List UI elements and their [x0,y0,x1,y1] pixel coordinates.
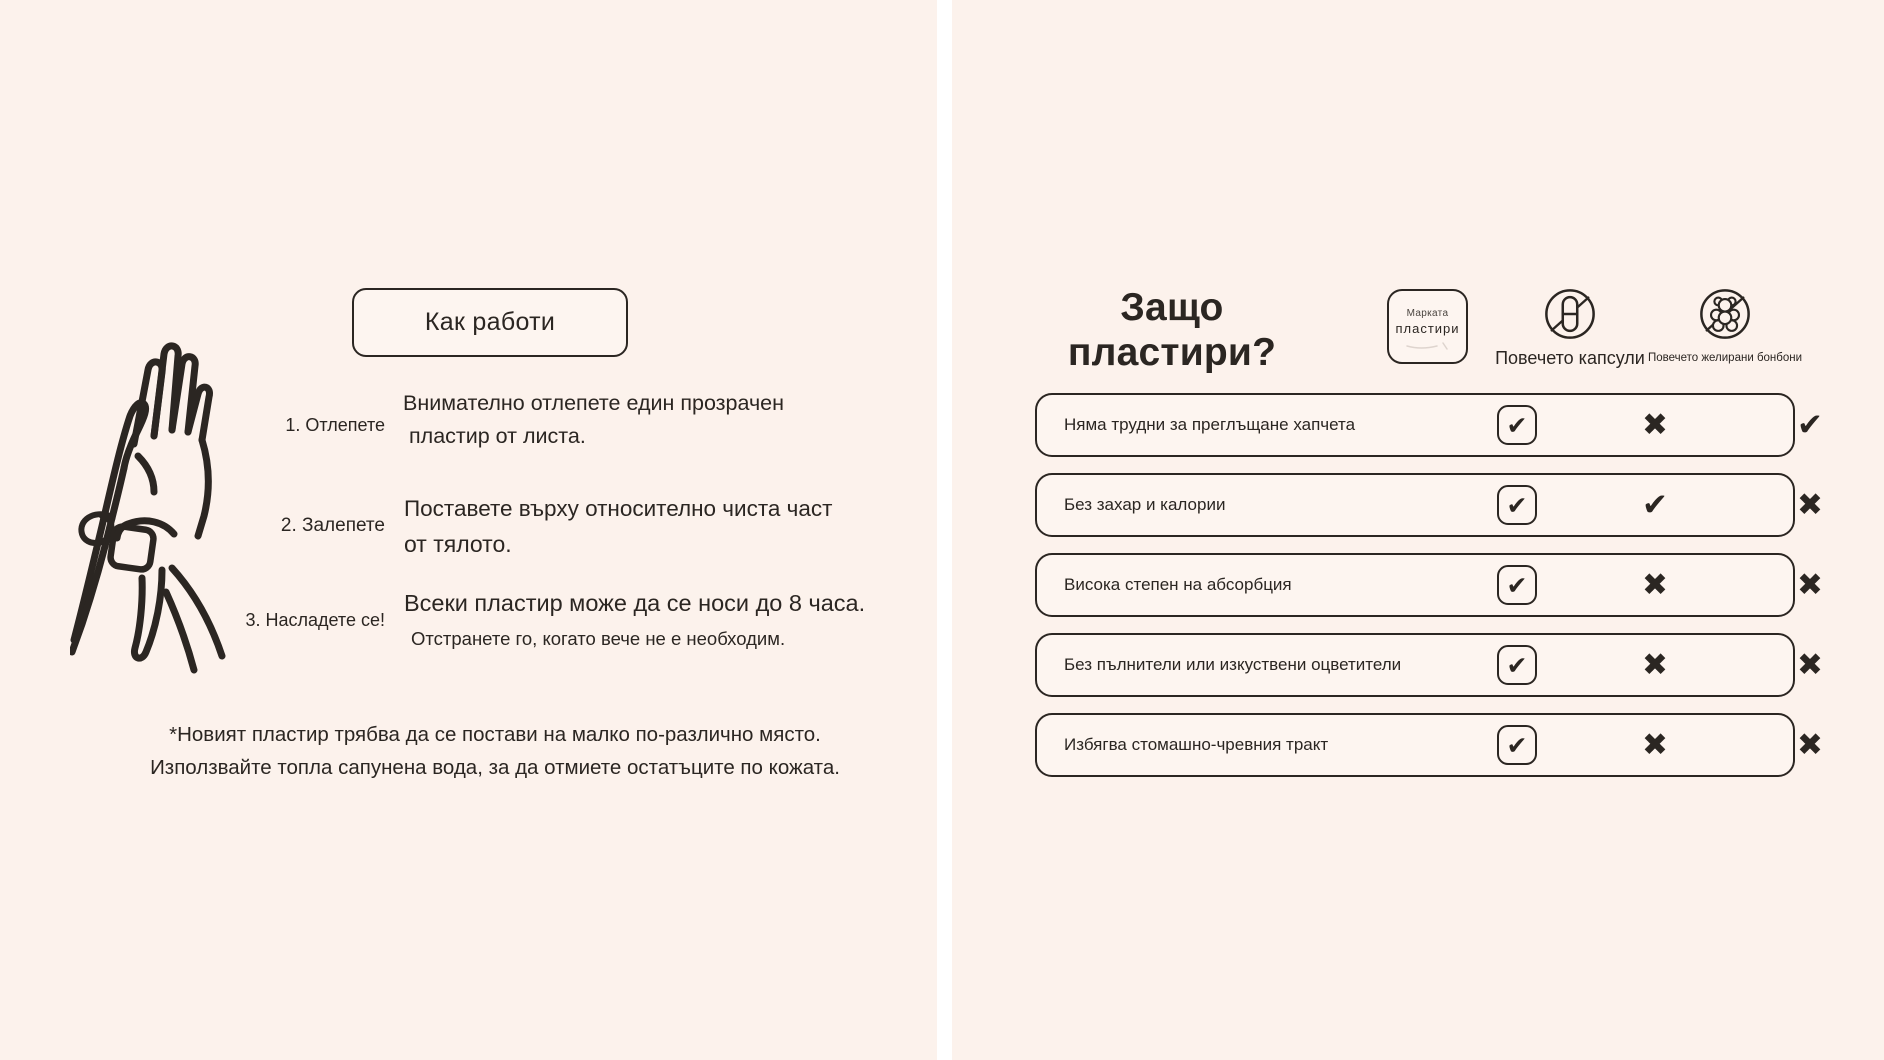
footnote-line2: Използвайте топла сапунена вода, за да отмиете остатъците по кожата. [150,756,840,779]
row-3-label: Висока степен на абсорбция [1064,575,1292,594]
step-1-label: 1. Отлепете [285,415,385,435]
row-1-label: Няма трудни за преглъщане хапчета [1064,415,1356,434]
row-2-gummies-cell [1778,475,1842,535]
check-mark-icon: ✔ [1797,406,1823,443]
step-1-text-line2: пластир от листа. [409,424,586,448]
step-3-label: 3. Насладете се! [245,610,385,630]
row-2-brand-cell [1485,475,1549,535]
gummies-column-label: Повечето желирани бонбони [1647,352,1803,364]
cross-mark-icon: ✖ [1797,566,1823,603]
row-1-brand-cell [1485,395,1549,455]
row-3-capsules-cell [1623,555,1687,615]
cross-mark-icon: ✖ [1642,646,1668,683]
no-gummy-bears-icon [1698,287,1752,341]
checkbox [1497,485,1537,525]
how-it-works-title: Как работи [424,308,556,336]
checkbox [1497,725,1537,765]
cross-mark-icon: ✖ [1642,726,1668,763]
checkbox [1497,645,1537,685]
row-2-capsules-cell [1623,475,1687,535]
step-3-text-line1: Всеки пластир може да се носи до 8 часа. [404,590,866,616]
step-2-label: 2. Залепете [280,515,385,536]
why-patches-title-line2: пластири? [1067,331,1277,374]
comparison-row-2 [1035,473,1823,537]
why-patches-panel [952,0,1884,1060]
row-5-gummies-cell [1778,715,1842,775]
cross-mark-icon: ✖ [1797,646,1823,683]
brand-box-line2: пластири [1395,321,1460,336]
check-mark-icon: ✔ [1506,570,1528,600]
check-mark-icon: ✔ [1506,650,1528,680]
cross-mark-icon: ✖ [1797,486,1823,523]
cross-mark-icon: ✖ [1642,406,1668,443]
how-it-works-title-box [352,288,628,357]
row-5-label: Избягва стомашно-чревния тракт [1064,735,1329,754]
row-1-gummies-cell [1778,395,1842,455]
why-patches-title [1007,285,1337,375]
check-mark-icon: ✔ [1506,490,1528,520]
cross-mark-icon: ✖ [1642,566,1668,603]
comparison-row-1 [1035,393,1823,457]
footnote-line1: *Новият пластир трябва да се постави на малко по-различно място. [169,723,821,746]
row-5-brand-cell [1485,715,1549,775]
row-4-label: Без пълнители или изкуствени оцветители [1064,655,1402,674]
row-1-capsules-cell [1623,395,1687,455]
no-capsules-icon [1543,287,1597,341]
row-2-label: Без захар и калории [1064,495,1226,514]
check-mark-icon: ✔ [1642,486,1668,523]
row-4-brand-cell [1485,635,1549,695]
footnote [100,718,890,784]
check-mark-icon: ✔ [1506,730,1528,760]
row-3-brand-cell [1485,555,1549,615]
how-it-works-panel [0,0,937,1060]
comparison-row-3 [1035,553,1823,617]
step-1-text-line1: Внимателно отлепете един прозрачен [403,391,785,415]
brand-box-line1: Марката [1406,308,1449,319]
capsules-column-label: Повечето капсули [1495,348,1645,368]
step-3-text-line2: Отстранете го, когато вече не е необходим. [411,628,786,649]
hand-applying-patch-illustration [70,340,302,688]
row-4-capsules-cell [1623,635,1687,695]
check-mark-icon: ✔ [1506,410,1528,440]
row-3-gummies-cell [1778,555,1842,615]
step-2-text-line2: от тялото. [404,531,512,557]
row-4-gummies-cell [1778,635,1842,695]
cross-mark-icon: ✖ [1797,726,1823,763]
step-2-text-line1: Поставете върху относително чиста част [404,496,833,521]
checkbox [1497,565,1537,605]
row-5-capsules-cell [1623,715,1687,775]
comparison-row-4 [1035,633,1823,697]
brand-box-scribble [1403,339,1453,353]
why-patches-title-line1: Защо [1120,286,1224,329]
brand-patches-header-box [1387,289,1468,364]
comparison-row-5 [1035,713,1823,777]
checkbox [1497,405,1537,445]
